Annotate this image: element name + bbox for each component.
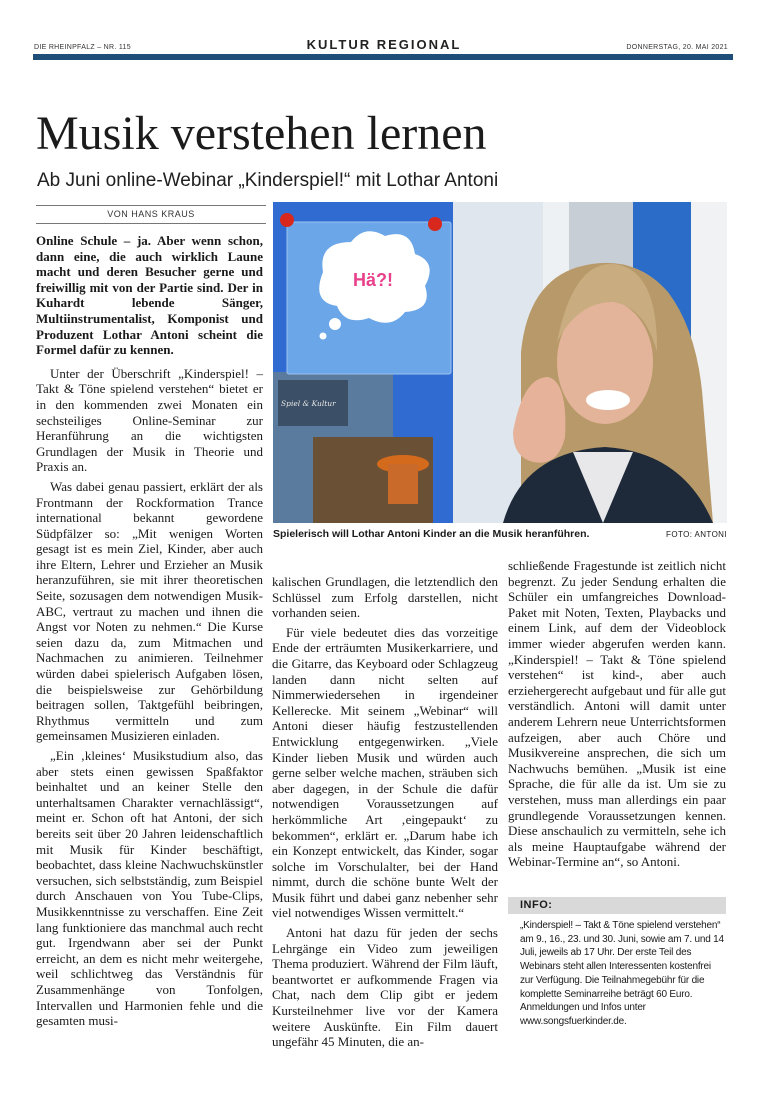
article-column-1 (36, 233, 263, 1033)
article-column-2 (272, 574, 498, 1054)
header-rule (33, 54, 733, 60)
headline: Musik verstehen lernen (36, 107, 487, 160)
byline-rule-top (36, 205, 266, 206)
issue-date: DONNERSTAG, 20. MAI 2021 (626, 44, 728, 51)
paragraph: Unter der Überschrift „Kinderspiel! – Takt & Töne spielend verstehen“ bietet er in den kommenden zwei Monaten ein sechsteiliges Online-Seminar zur Heranführung an die wichtigsten Grundlagen der Musik in Theorie und Praxis an. (36, 365, 263, 475)
paragraph: schließende Fragestunde ist zeitlich nicht begrenzt. Zu jeder Sendung erhalten die Schüler ein umfangreiches Download-Paket mit Noten, Texten, Playbacks und einem Link, auf dem der Videoblock immer wieder abgerufen werden kann. „Kinderspiel! – Takt & Töne spielend verstehen“ ist kind-, aber auch erziehergerecht aufgebaut und für alle gut verständlich. Antoni will damit unter anderem Lehrern neue Unterrichtsformen aufzeigen, aber auch Chöre und Musikvereine ansprechen, die sich um Nachwuchs bemühen. „Musik ist eine Sprache, die für alle da ist. Um sie zu verstehen, muss man allerdings ein paar grundlegende Voraussetzungen kennen. Diese anschaulich zu vermitteln, sehe ich als meine Hauptaufgabe während der Webinar-Termine an“, so Antoni. (508, 558, 726, 870)
article-photo (273, 202, 727, 523)
byline-rule-bottom (36, 223, 266, 224)
photo-caption-line (273, 528, 727, 540)
info-text: „Kinderspiel! – Takt & Töne spielend verstehen“ am 9., 16., 23. und 30. Juni, sowie am 7. und 14 Juli, jeweils ab 17 Uhr. Der erste Teil des Webinars steht allen Interessenten kostenfrei zur Verfügung. Die Teilnahmegebühr für die komplette Seminarreihe beträgt 60 Euro. Anmeldungen und Infos unter www.songsfuerkinder.de. (520, 920, 724, 1027)
section-title: KULTUR REGIONAL (306, 37, 462, 52)
lead-paragraph: Online Schule – ja. Aber wenn schon, dann eine, die auch wirklich Laune macht und deren Besucher gerne und freiwillig mit von der Partie sind. Der in Kuhardt lebende Sänger, Multiinstrumentalist, Komponist und Produzent Lothar Antoni scheint die Formel dafür zu kennen. (36, 233, 263, 358)
info-title: INFO: (520, 899, 553, 911)
article-column-3 (508, 558, 726, 874)
sign-text: Spiel & Kultur (281, 399, 336, 408)
byline: VON HANS KRAUS (107, 209, 195, 219)
paragraph: Was dabei genau passiert, erklärt der als Frontmann der Rockformation Trance international bekannt gewordene Südpfälzer so: „Mit wenigen Worten gesagt ist es mein Ziel, Kinder, aber auch ihre Eltern, Lehrer und Erzieher an Musik heranzuführen, sie mit ihrer theoretischen Seite, sozusagen dem notwendigen Musik-ABC, vertraut zu machen und ihnen die Angst vor Noten zu nehmen.“ Die Kurse seien dazu da, zum Mitmachen und Nachmachen zu animieren. Teilnehmer würden dabei spielerisch Aufgaben lösen, die beispielsweise zur Gehörbildung beitragen sollen, Taktgefühl beibringen, Rhythmus vermitteln und zum gemeinsamen Musizieren einladen. (36, 478, 263, 744)
paragraph: „Ein ‚kleines‘ Musikstudium also, das aber stets einen gewissen Spaßfaktor beinhaltet und an keiner Stelle den unterhaltsamen Charakter vernachlässigt“, meint er. Schon oft hat Antoni, der sich bereits seit über 20 Jahren leidenschaftlich mit Musik für Kinder beschäftigt, beobachtet, dass kleine Nachwuchskünstler versuchen, sich selbstständig, zum Beispiel durch Anschauen von You Tube-Clips, Musikkenntnisse zu verschaffen. Eine Zeit lang funktioniere das manchmal auch recht gut. Irgendwann aber sei der Punkt erreicht, an dem es nicht mehr weitergehe, weil schlichtweg das Verständnis für Zusammenhänge von Tonfolgen, Intervallen und Harmonien fehle und die gesamten musi- (36, 748, 263, 1029)
paragraph: Antoni hat dazu für jeden der sechs Lehrgänge ein Video zum jeweiligen Thema produziert. Während der Film läuft, beantwortet er aufkommende Fragen via Chat, nach dem Clip gibt er jedem Kursteilnehmer live vor der Kamera weitere Auskünfte. Ein Film dauert ungefähr 45 Minuten, die an- (272, 925, 498, 1050)
info-box (508, 897, 726, 1043)
subheadline: Ab Juni online-Webinar „Kinderspiel!“ mit Lothar Antoni (37, 170, 499, 191)
speech-bubble-text: Hä?! (353, 270, 393, 290)
photo-credit: FOTO: ANTONI (666, 530, 727, 539)
paragraph: kalischen Grundlagen, die letztendlich den Schlüssel zum Erfolg darstellen, nicht vorhanden seien. (272, 574, 498, 621)
photo-caption: Spielerisch will Lothar Antoni Kinder an die Musik heranführen. (273, 528, 590, 540)
newspaper-issue: DIE RHEINPFALZ – NR. 115 (34, 44, 131, 51)
photo-illustration (273, 202, 727, 523)
paragraph: Für viele bedeutet dies das vorzeitige Ende der erträumten Musikerkarriere, und die Gitarre, das Keyboard oder Schlagzeug landen dann nicht selten auf Nimmerwiedersehen in irgendeiner Kellerecke. Mit seinem „Webinar“ will Antoni dieser häufig festzustellenden Entwicklung entgegenwirken. „Viele Kinder lieben Musik und würden auch gerne selber welche machen, sträuben sich aber dagegen, in der Schule die dafür notwendigen Voraussetzungen auf herkömmliche Art ‚eingepaukt‘ zu bekommen“, erklärt er. „Darum habe ich ein Konzept entwickelt, das Kinder, sogar solche im Vorschulalter, bei der Hand nimmt, durch die schöne bunte Welt der Musik führt und dabei ganz nebenher sehr viel notwendiges Wissen vermittelt.“ (272, 624, 498, 921)
